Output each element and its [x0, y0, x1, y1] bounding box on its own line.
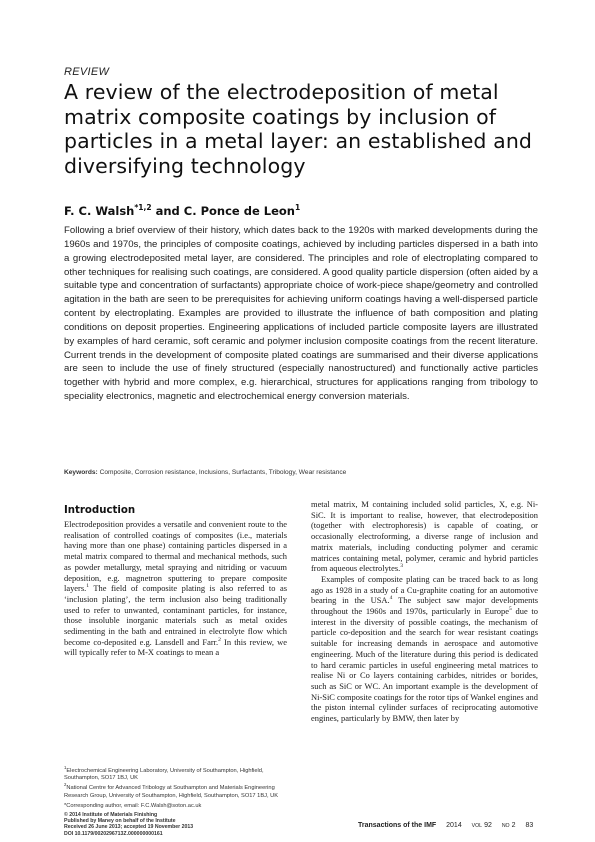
text-run: In this review, we will typically refer to M-X coatings to mean a: [64, 636, 287, 658]
text-run: Examples of composite plating can be traced back to as long ago as 1928 in a study of a Cu-graphite coating for an automotive bearing in the USA.: [311, 573, 538, 606]
text-run: The subject saw major developments throughout the 1960s and 1970s, particularly in Europe: [311, 595, 538, 617]
publication-info: [64, 812, 193, 837]
citation-ref: 5: [508, 606, 512, 613]
journal-year: 2014: [446, 822, 462, 829]
keywords-label: Keywords:: [64, 469, 98, 476]
author-1: F. C. Walsh: [64, 204, 135, 218]
received-line: Received 26 June 2013; accepted 19 November 2013: [64, 824, 194, 831]
paragraph: [311, 499, 538, 574]
author-2-affiliation: 1: [294, 203, 301, 213]
paragraph: [311, 574, 538, 724]
footnote-text: National Centre for Advanced Tribology at Southampton and Materials Engineering Research Group, University of Southampton, Highfield, Southampton, SO17 1BJ, UK: [64, 785, 279, 799]
article-type-label: REVIEW: [64, 66, 110, 78]
keywords-text: Composite, Corrosion resistance, Inclusions, Surfactants, Tribology, Wear resistance: [99, 469, 347, 476]
journal-name: Transactions of the IMF: [358, 822, 437, 829]
article-title: A review of the electrodeposition of metal matrix composite coatings by inclusion of particles in a metal layer: an established and diversifying technology: [64, 80, 533, 178]
volume-label: VOL: [471, 823, 483, 829]
corresponding-author: *Corresponding author, email: F.C.Walsh@soton.ac.uk: [64, 802, 202, 809]
author-line: [64, 204, 300, 218]
copyright-line: © 2014 Institute of Materials Finishing: [64, 812, 158, 818]
citation-ref: 3: [400, 563, 404, 570]
page-number: 83: [525, 822, 534, 829]
issue-number: 2: [511, 822, 516, 829]
footnote-marker: 2: [64, 782, 67, 788]
citation-ref: 4: [389, 595, 393, 602]
body-column-left: [64, 519, 287, 658]
section-heading-introduction: Introduction: [64, 505, 136, 516]
citation-ref: 2: [218, 636, 221, 643]
footnote-text: Electrochemical Engineering Laboratory, University of Southampton, Highfield, Southampton, SO17 1BJ, UK: [64, 768, 264, 782]
volume-number: 92: [484, 822, 492, 829]
body-column-right: [311, 499, 538, 724]
journal-footer: [358, 822, 541, 829]
issue-label: NO: [501, 823, 510, 829]
author-1-affiliation: *1,2: [134, 203, 152, 213]
footnote-2: [64, 782, 287, 799]
text-run: Electrodeposition provides a versatile and convenient route to the realisation of controlled coatings of composites (i.e., materials having more than one phase) containing particles dispersed in a metal matrix compared to thermal and mechanical methods, such as powder metallurgy, metal spraying and nitriding or vacuum deposition, e.g. magnetron sputtering to prepare composite layers.: [64, 519, 287, 594]
footnote-marker: 1: [64, 765, 67, 771]
author-2: and C. Ponce de Leon: [151, 204, 295, 218]
paragraph: [64, 519, 287, 658]
abstract: Following a brief overview of their history, which dates back to the 1920s with marked developments during the 1960s and 1970s, the principles of composite coatings, achieved by including particles dispersed in a bath into a growing electrodeposited metal layer, are considered. The principles and role of electroplating compared to other techniques for realising such coatings, are considered. A good quality particle dispersion (often aided by a suitable type and concentration of surfactants) appropriate choice of work-piece shape/geometry and controlled agitation in the bath are seen to be prerequisites for achieving uniform coatings having a well-dispersed particle content by electroplating. Examples are provided to illustrate the influence of bath composition and plating conditions on deposit properties. Engineering applications of included particle composite layers are illustrated by examples of hard ceramic, soft ceramic and polymer inclusion composite coatings from the recent literature. Current trends in the development of composite plated coatings are summarised and their diverse applications are seen to include the use of finely structured (especially nanostructured) and functionally active particles together with hybrid and more complex, e.g. hierarchical, structures for applications ranging from tribology to speciality electronics, magnetic and electrochemical energy conversion materials.: [64, 225, 538, 403]
text-run: The field of composite plating is also referred to as ‘inclusion plating’, the term inclusion also being traditionally used to refer to unwanted, contaminant particles, for instance, those insoluble inorganic materials such as metal oxides sedimenting in the bath and entrained in electrolyte flow which become co-deposited e.g. Lansdell and Farr.: [64, 583, 287, 647]
doi-line: DOI 10.1179/0020296713Z.000000000161: [64, 830, 163, 837]
text-run: due to interest in the diversity of possible coatings, the mechanism of particle co-deposition and the search for wear resistant coatings suitable for increasing demands in aerospace and automotive engineering. Much of the literature during this period is dedicated to hard ceramic particles in useful engineering metal matrices to realise Ni or Co layers containing carbides, nitrides or borides, such as SiC or WC. An important example is the development of Ni-SiC composite coatings for the rotor tips of Wankel engines and the piston internal cylinder surfaces of reciprocating automotive engines, particularly by BMW, then later by: [311, 606, 538, 724]
keywords: [64, 469, 538, 476]
publisher-line: Published by Maney on behalf of the Institute: [64, 818, 176, 825]
affiliation-footnotes: [64, 765, 287, 813]
text-run: metal matrix, M containing included solid particles, X, e.g. Ni-SiC. It is important to realise, however, that electrodeposition (together with electrophoresis) is capable of coating, or occasionally electroforming, a diverse range of inclusion and matrix materials, including conducting polymer and ceramic matrices containing metal, polymer, ceramic and hybrid particles from aqueous electrolytes.: [311, 499, 538, 574]
citation-ref: 1: [86, 583, 90, 590]
footnote-1: [64, 765, 287, 782]
